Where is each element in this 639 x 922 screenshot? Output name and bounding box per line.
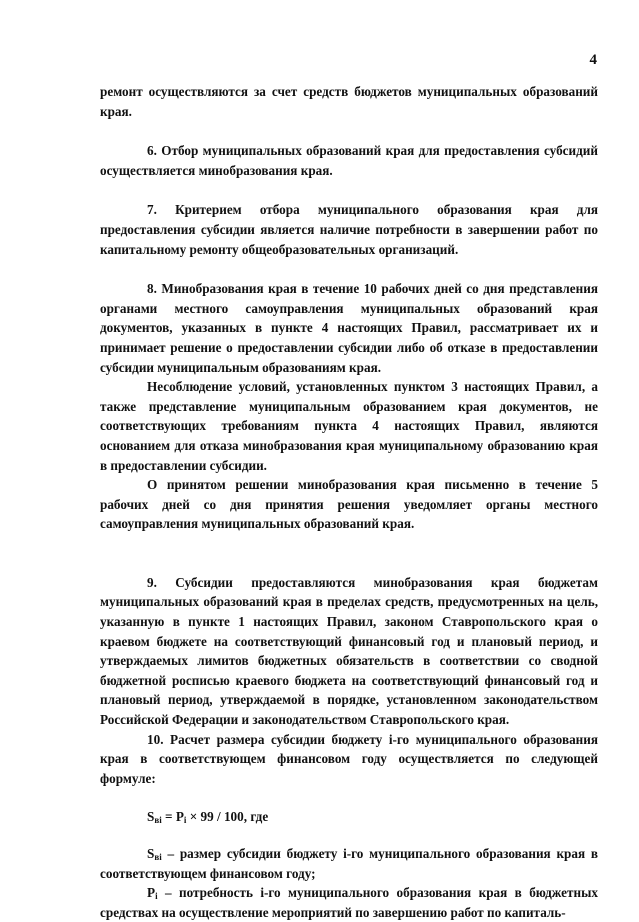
subsidy-formula [100,807,598,827]
paragraph-8-notice: О принятом решении минобразования края письменно в течение 5 рабочих дней со дня принятия решения уведомляет органы местного самоуправления муниципальных образований края. [100,477,598,532]
definition-p-subscript: i [155,891,158,902]
definition-s-text: – размер субсидии бюджету i-го муниципального образования края в соответствующем финансовом году; [100,846,598,881]
document-body [100,82,598,922]
definition-s-subscript: вi [154,852,162,862]
paragraph-8-refusal: Несоблюдение условий, установленных пунктом 3 настоящих Правил, а также представление муниципальным образованием края документов, не соответствующих требованиям пункта 4 настоящих Правил, являются основанием для отказа минобразования края муниципальному образованию края в предоставлении субсидии. [100,379,598,473]
paragraph-7: 7. Критерием отбора муниципального образования края для предоставления субсидии является наличие потребности в завершении работ по капитальному ремонту общеобразовательных организаций. [100,202,598,257]
paragraph-continuation: ремонт осуществляются за счет средств бюджетов муниципальных образований края. [100,84,598,119]
formula-s-symbol: S [147,809,155,825]
formula-s-subscript: вi [154,815,162,826]
formula-p-subscript: i [183,815,187,826]
paragraph-6: 6. Отбор муниципальных образований края для предоставления субсидий осуществляется минобразования края. [100,143,598,178]
definition-s [100,844,598,883]
paragraph-8: 8. Минобразования края в течение 10 рабочих дней со дня представления органами местного самоуправления муниципальных образований края документов, указанных в пункте 4 настоящих Правил, рассматривает их и принимает решение о предоставлении субсидии либо об отказе в предоставлении субсидии муниципальным образованиям края. [100,281,598,375]
definition-s-symbol: S [147,846,155,861]
definition-p-symbol: P [147,885,156,901]
paragraph-9: 9. Субсидии предоставляются минобразования края бюджетам муниципальных образований края в пределах средств, предусмотренных на цель, указанную в пункте 1 настоящих Правил, законом Ставропольского края о краевом бюджете на соответствующий финансовый год и плановый период, и утверждаемых лимитов бюджетных обязательств в соответствии со сводной бюджетной росписью краевого бюджета на соответствующий финансовый год и плановый период, утверждаемой в порядке, установленном законодательством Российской Федерации и законодательством Ставропольского края. [100,574,598,728]
paragraph-10: 10. Расчет размера субсидии бюджету i-го муниципального образования края в соответствующем финансовом году осуществляется по следующей формуле: [100,731,598,786]
definition-p-text: – потребность i-го муниципального образования края в бюджетных средствах на осуществление мероприятий по завершению работ по капиталь- [100,885,598,920]
page-number: 4 [589,52,597,68]
formula-tail: × 99 / 100, где [186,809,269,825]
formula-equals-p: = P [161,809,184,825]
